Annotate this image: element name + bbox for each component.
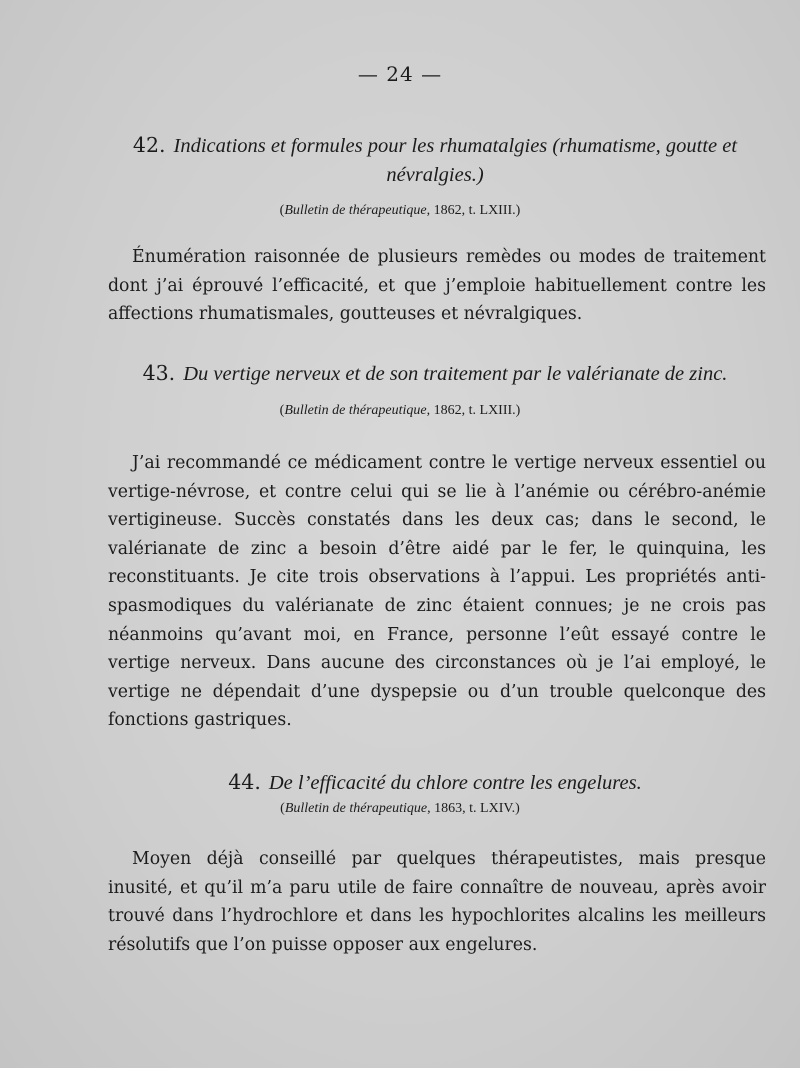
entry-42-source-journal: Bulletin de thérapeutique (284, 203, 427, 218)
entry-43-title-text: Du vertige nerveux et de son traitement par le valérianate de zinc. (183, 363, 728, 385)
entry-44-source-journal: Bulletin de thérapeutique (284, 801, 428, 816)
entry-43-source-journal: Bulletin de thérapeutique (284, 403, 427, 418)
entry-43-title (110, 359, 760, 389)
entry-42-text: Énumération raisonnée de plusieurs remèdes ou modes de traitement dont j’ai éprouvé l’efficacité, et que j’emploie habituellement contre les affections rhumatismales, goutteuses et névralgiques. (108, 247, 766, 325)
entry-44-source: (Bulletin de thérapeutique, 1863, t. LXIV.) (280, 801, 520, 816)
entry-42-source: (Bulletin de thérapeutique, 1862, t. LXIII.) (279, 203, 521, 218)
entry-42-title (110, 131, 760, 190)
entry-43-source: (Bulletin de thérapeutique, 1862, t. LXIII.) (279, 403, 521, 418)
entry-44-title (110, 768, 760, 798)
entry-42-number: 42. (132, 133, 166, 157)
entry-42-title-text: Indications et formules pour les rhumatalgies (rhumatisme, goutte et névralgies.) (173, 135, 738, 186)
page-number: — 24 — (357, 62, 443, 86)
entry-43-number: 43. (142, 361, 176, 385)
entry-44-text: Moyen déjà conseillé par quelques thérapeutistes, mais presque inusité, et qu’il m’a paru utile de faire connaître de nouveau, après avoir trouvé dans l’hydrochlore et dans les hypochlorites alcalins les meilleurs résolutifs que l’on puisse opposer aux engelures. (108, 849, 766, 955)
entry-43-text: J’ai recommandé ce médicament contre le vertige nerveux essentiel ou vertige-névrose, et contre celui qui se lie à l’anémie ou cérébro-anémie vertigineuse. Succès constatés dans les deux cas; dans le second, le valérianate de zinc a besoin d’être aidé par le fer, le quinquina, les reconstituants. Je cite trois observations à l’appui. Les propriétés anti-spasmodiques du valérianate de zinc étaient connues; je ne crois pas néanmoins qu’avant moi, en France, personne l’eût essayé contre le vertige nerveux. Dans aucune des circonstances où je l’ai employé, le vertige ne dépendait d’une dyspepsie ou d’un trouble quelconque des fonctions gastriques. (108, 453, 766, 731)
entry-44-title-text: De l’efficacité du chlore contre les engelures. (268, 772, 642, 794)
entry-44-number: 44. (228, 770, 261, 794)
